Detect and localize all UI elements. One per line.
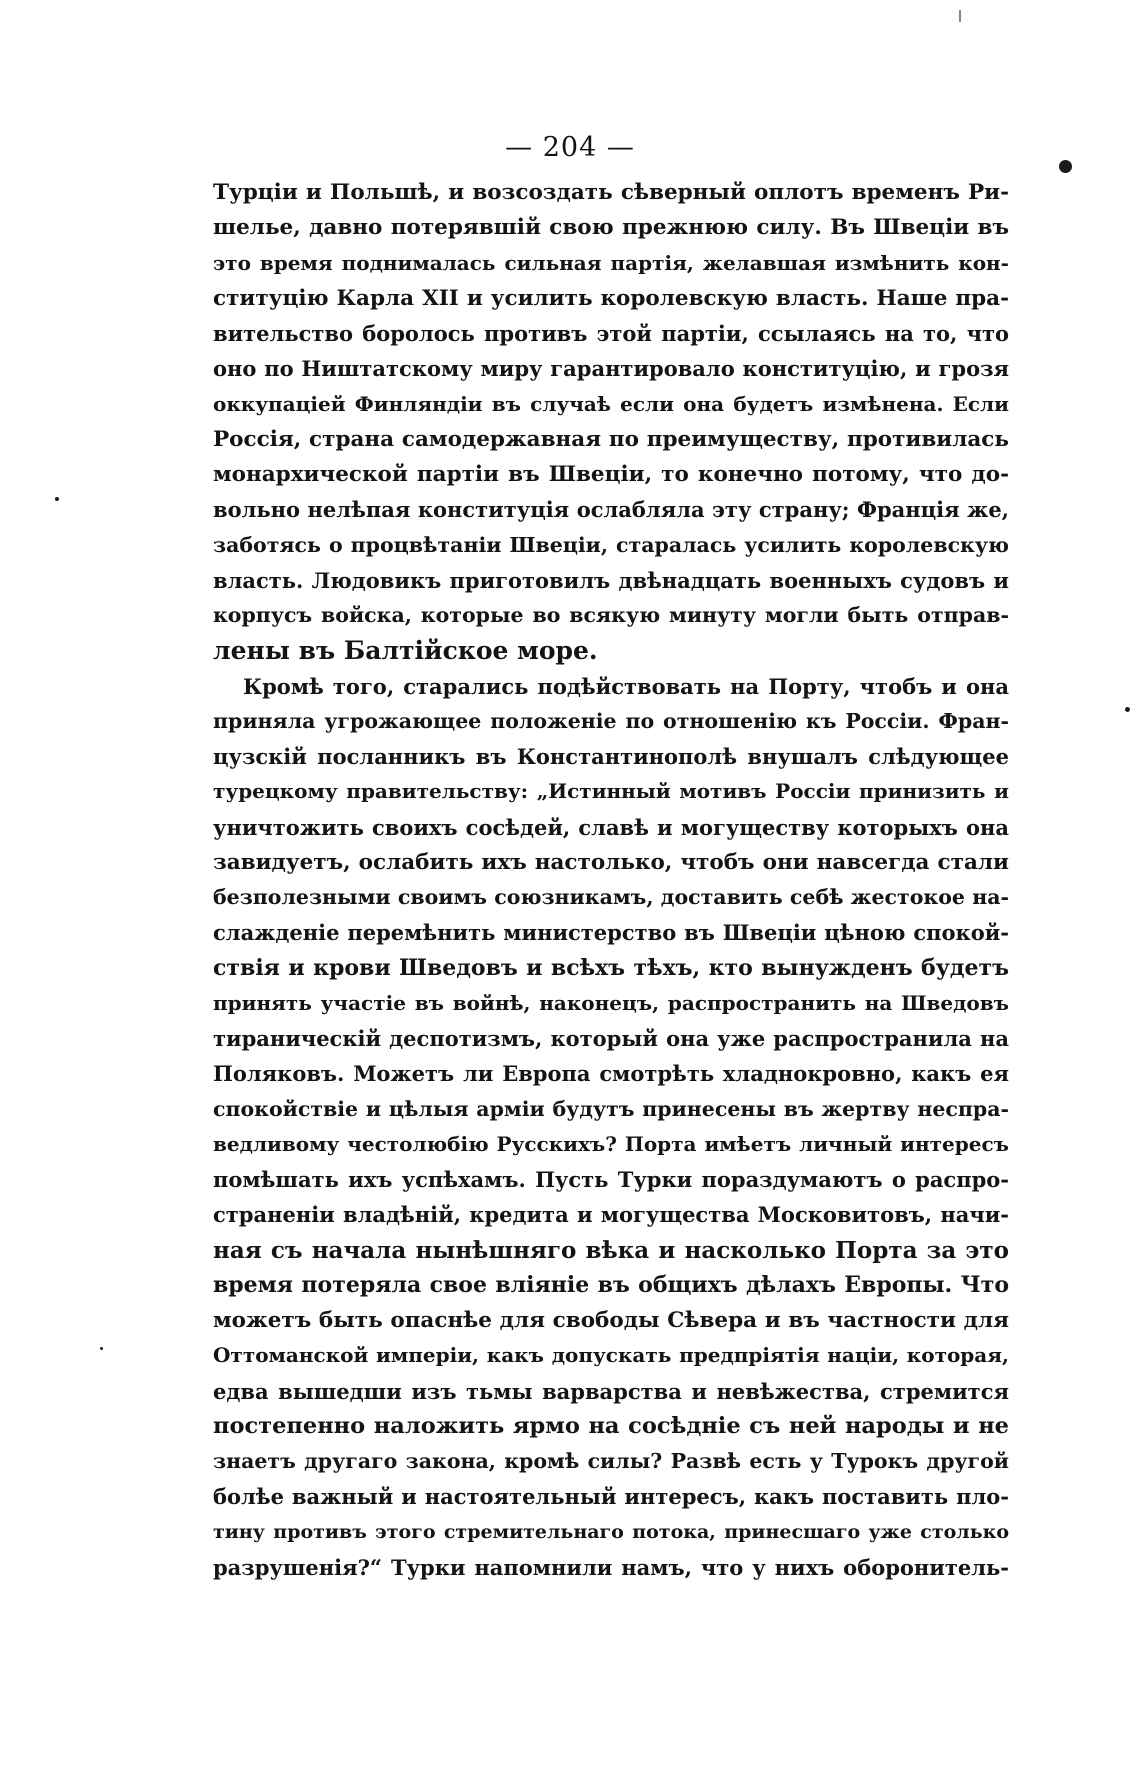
scan-mark xyxy=(959,10,961,22)
text-line: заботясь о процвѣтаніи Швеціи, старалась усилить королевскую xyxy=(213,532,1009,557)
text-line: помѣшать ихъ успѣхамъ. Пусть Турки пораздумаютъ о распро- xyxy=(213,1167,1009,1192)
text-line: Поляковъ. Можетъ ли Европа смотрѣть хладнокровно, какъ ея xyxy=(213,1061,1009,1087)
text-line: страненіи владѣній, кредита и могущества Московитовъ, начи- xyxy=(213,1202,1009,1228)
text-line: ствія и крови Шведовъ и всѣхъ тѣхъ, кто вынужденъ будетъ xyxy=(213,954,1009,981)
text-line: шелье, давно потерявшій свою прежнюю силу. Въ Швеціи въ xyxy=(213,215,1009,241)
text-line: спокойствіе и цѣлыя арміи будутъ принесены въ жертву неспра- xyxy=(213,1096,1009,1121)
text-line: слажденіе перемѣнить министерство въ Швеціи цѣною спокой- xyxy=(213,920,1009,946)
text-line: принять участіе въ войнѣ, наконецъ, распространить на Шведовъ xyxy=(213,990,1009,1015)
scan-speck xyxy=(100,1347,103,1350)
text-line: Кромѣ того, старались подѣйствовать на Порту, чтобъ и она xyxy=(243,673,1009,699)
scan-speck xyxy=(55,497,59,501)
text-line: вольно нелѣпая конституція ослабляла эту страну; Франція же, xyxy=(213,497,1009,523)
paragraph xyxy=(213,669,1009,1586)
body-text xyxy=(213,175,1009,1585)
text-line: ная съ начала нынѣшняго вѣка и насколько Порта за это xyxy=(213,1236,1009,1264)
text-line: турецкому правительству: „Истинный мотивъ Россіи принизить и xyxy=(213,779,1009,804)
text-line: тираническій деспотизмъ, который она уже распространила на xyxy=(213,1026,1009,1051)
text-line: монархической партіи въ Швеціи, то конечно потому, что до- xyxy=(213,462,1009,487)
text-line: время потеряла свое вліяніе въ общихъ дѣлахъ Европы. Что xyxy=(213,1271,1009,1298)
paragraph xyxy=(213,175,1009,669)
page-number: — 204 — xyxy=(505,132,635,163)
scan-speck xyxy=(1125,707,1130,712)
text-line: тину противъ этого стремительнаго потока, принесшаго уже столько xyxy=(213,1520,1009,1543)
text-line: цузскій посланникъ въ Константинополѣ внушалъ слѣдующее xyxy=(213,744,1009,769)
text-line: завидуетъ, ослабить ихъ настолько, чтобъ они навсегда стали xyxy=(213,849,1009,875)
text-line: болѣе важный и настоятельный интересъ, какъ поставить пло- xyxy=(213,1484,1009,1510)
text-line: корпусъ войска, которые во всякую минуту могли быть отправ- xyxy=(213,603,1009,627)
text-line: уничтожить своихъ сосѣдей, славѣ и могуществу которыхъ она xyxy=(213,814,1009,840)
text-line: власть. Людовикъ приготовилъ двѣнадцать военныхъ судовъ и xyxy=(213,567,1009,593)
text-line: разрушенія?“ Турки напомнили намъ, что у нихъ оборонитель- xyxy=(213,1554,1009,1580)
text-line: постепенно наложить ярмо на сосѣдніе съ ней народы и не xyxy=(213,1412,1009,1439)
text-line: ституцію Карла XII и усилить королевскую власть. Наше пра- xyxy=(213,285,1009,311)
text-line: можетъ быть опаснѣе для свободы Сѣвера и въ частности для xyxy=(213,1308,1009,1333)
text-line: Турціи и Польшѣ, и возсоздать сѣверный оплотъ временъ Ри- xyxy=(213,180,1009,205)
text-line: приняла угрожающее положеніе по отношенію къ Россіи. Фран- xyxy=(213,708,1009,733)
text-line: это время поднималась сильная партія, желавшая измѣнить кон- xyxy=(213,250,1009,275)
text-line: лены въ Балтійское море. xyxy=(213,636,598,666)
text-line: знаетъ другаго закона, кромѣ силы? Развѣ есть у Турокъ другой xyxy=(213,1449,1009,1473)
text-line: безполезными своимъ союзникамъ, доставить себѣ жестокое на- xyxy=(213,885,1009,909)
text-line: едва вышедши изъ тьмы варварства и невѣжества, стремится xyxy=(213,1378,1009,1404)
text-line: вительство боролось противъ этой партіи, ссылаясь на то, что xyxy=(213,321,1009,346)
text-line: оккупаціей Финляндіи въ случаѣ если она будетъ измѣнена. Если xyxy=(213,391,1009,416)
text-line: оно по Ништатскому миру гарантировало конституцію, и грозя xyxy=(213,356,1009,382)
text-line: ведливому честолюбію Русскихъ? Порта имѣетъ личный интересъ xyxy=(213,1131,1009,1156)
text-line: Оттоманской имперіи, какъ допускать предпріятія націи, которая, xyxy=(213,1343,1009,1368)
text-line: Россія, страна самодержавная по преимуществу, противилась xyxy=(213,426,1009,452)
